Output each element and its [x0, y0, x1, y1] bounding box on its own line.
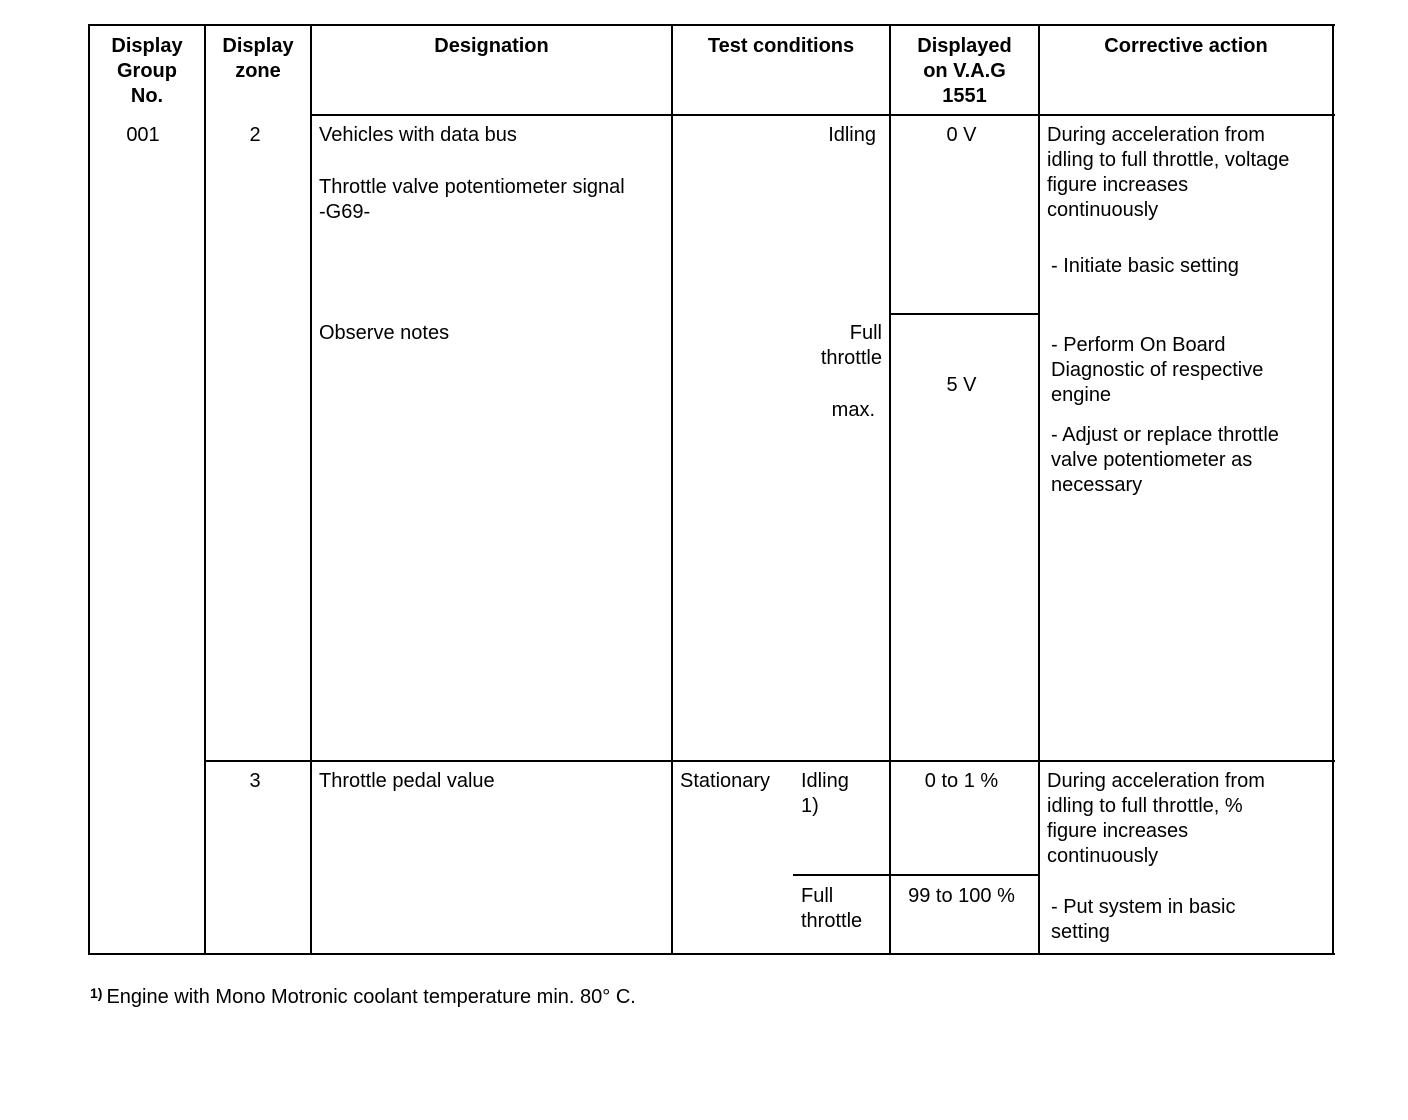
header-divider [311, 114, 1335, 116]
header-corrective-action: Corrective action [1104, 35, 1268, 57]
row2-condition-idling: Idling 1) [801, 770, 849, 817]
row1-group: 001 [126, 124, 160, 146]
table-border-left [88, 24, 90, 955]
row1-action-obd: - Perform On Board Diagnostic of respective engine [1051, 334, 1264, 406]
row2-value-full: 99 to 100 % [908, 885, 1015, 907]
row1-action-adjust: - Adjust or replace throttle valve potentiometer as necessary [1051, 424, 1279, 496]
row1-value-full: 5 V [946, 374, 977, 396]
col-divider-displayed [1038, 24, 1040, 955]
row1-condition-full-throttle: Full throttle [820, 322, 882, 369]
row2-condition-stationary: Stationary [680, 770, 771, 792]
row1-designation-signal: Throttle valve potentiometer signal -G69- [319, 176, 625, 223]
row2-condition-full-throttle: Full throttle [801, 885, 863, 932]
col-divider-designation [671, 24, 673, 955]
row1-action-description: During acceleration from idling to full throttle, voltage figure increases continuously [1047, 124, 1290, 221]
row2-action-basic-setting: - Put system in basic setting [1051, 896, 1236, 943]
row1-zone: 2 [249, 124, 261, 146]
condition-split-row2 [793, 874, 1040, 876]
footnote-text: Engine with Mono Motronic coolant temperature min. 80° C. [106, 986, 636, 1008]
row1-value-idling: 0 V [946, 124, 977, 146]
displayed-split-row1 [890, 313, 1040, 315]
header-test-conditions: Test conditions [707, 35, 855, 57]
row2-action-description: During acceleration from idling to full throttle, % figure increases continuously [1047, 770, 1265, 867]
header-displayed: Displayed on V.A.G 1551 [917, 35, 1012, 107]
row1-action-basic-setting: - Initiate basic setting [1051, 255, 1239, 277]
row1-condition-max: max. [831, 399, 875, 421]
footnote [90, 985, 636, 1010]
row-divider [205, 760, 1335, 762]
header-designation: Designation [434, 35, 549, 57]
table-border-top [88, 24, 1335, 26]
col-divider-conditions [889, 24, 891, 955]
row2-designation: Throttle pedal value [319, 770, 495, 792]
row1-condition-idling: Idling [828, 124, 876, 146]
row2-zone: 3 [249, 770, 261, 792]
row2-value-idling: 0 to 1 % [924, 770, 999, 792]
header-group: Display Group No. [111, 35, 183, 107]
table-border-right [1332, 24, 1334, 955]
footnote-mark: 1) [90, 985, 103, 1001]
row1-designation-bus: Vehicles with data bus [319, 124, 517, 146]
row1-designation-notes: Observe notes [319, 322, 450, 344]
table-border-bottom [88, 953, 1335, 955]
col-divider-zone [310, 24, 312, 955]
header-zone: Display zone [222, 35, 294, 82]
col-divider-group [204, 24, 206, 955]
